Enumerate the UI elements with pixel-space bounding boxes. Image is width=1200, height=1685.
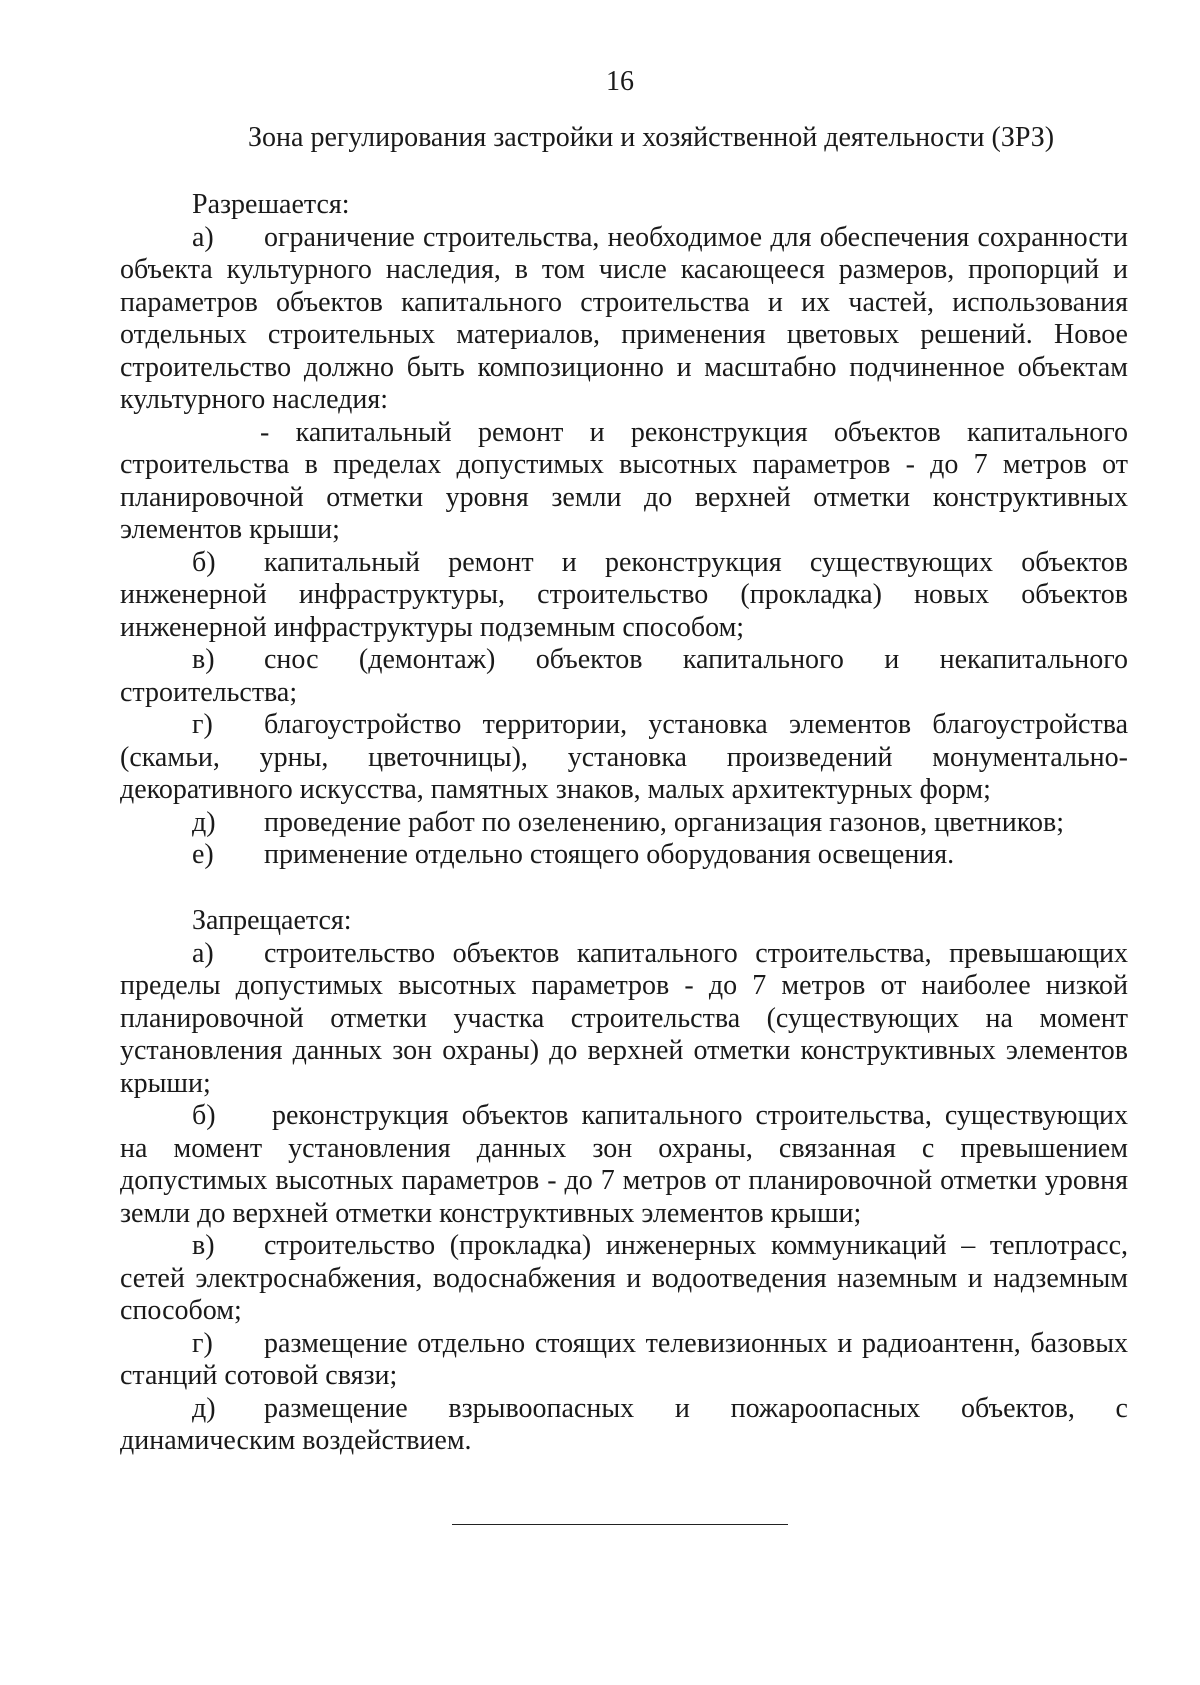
- item-text: благоустройство территории, установка элементов благоустройства (скамьи, урны, цветочницы), установка произведений монументально-декоративного искусства, памятных знаков, малых архитектурных форм;: [120, 709, 1128, 805]
- item-text: применение отдельно стоящего оборудования освещения.: [264, 839, 955, 870]
- allowed-subitem-dash: [120, 417, 1128, 547]
- item-text: реконструкция объектов капитального строительства, существующих на момент установления данных зон охраны, связанная с превышением допустимых высотных параметров - до 7 метров от планировочной отметки уровня земли до верхней отметки конструктивных элементов крыши;: [120, 1100, 1128, 1229]
- item-marker: г): [192, 709, 213, 740]
- item-text: снос (демонтаж) объектов капитального и некапитального строительства;: [120, 644, 1128, 708]
- closing-divider: [452, 1524, 788, 1525]
- item-text: размещение взрывоопасных и пожароопасных объектов, с динамическим воздействием.: [120, 1392, 1128, 1456]
- item-marker: б): [192, 546, 216, 578]
- item-marker: а): [192, 221, 214, 253]
- item-marker: в): [192, 1230, 215, 1261]
- item-text: - капитальный ремонт и реконструкция объектов капитального строительства в пределах допустимых высотных параметров - до 7 метров от планировочной отметки уровня земли до верхней отметки конструктивных элементов крыши;: [120, 416, 1128, 545]
- forbidden-item-b: [120, 1100, 1128, 1230]
- item-marker: г): [192, 1327, 213, 1359]
- allowed-item-a: [120, 222, 1128, 417]
- forbidden-item-a: [120, 938, 1128, 1101]
- item-text: капитальный ремонт и реконструкция существующих объектов инженерной инфраструктуры, строительство (прокладка) новых объектов инженерной инфраструктуры подземным способом;: [120, 546, 1128, 643]
- forbidden-item-v: [120, 1230, 1128, 1328]
- item-marker: д): [192, 806, 216, 838]
- item-marker: е): [192, 839, 214, 870]
- page-number: 16: [606, 66, 634, 97]
- document-title: Зона регулирования застройки и хозяйственной деятельности (ЗРЗ): [248, 122, 1055, 153]
- forbidden-section: [120, 905, 1128, 1458]
- allowed-section: [120, 189, 1128, 872]
- allowed-heading: Разрешается:: [192, 189, 350, 220]
- allowed-item-v: [120, 644, 1128, 709]
- forbidden-item-d: [120, 1393, 1128, 1458]
- item-text: строительство (прокладка) инженерных коммуникаций – теплотрасс, сетей электроснабжения, водоснабжения и водоотведения наземным и надземным способом;: [120, 1230, 1128, 1326]
- forbidden-heading: Запрещается:: [192, 905, 352, 936]
- allowed-item-b: [120, 547, 1128, 645]
- item-text: проведение работ по озеленению, организация газонов, цветников;: [264, 806, 1064, 838]
- allowed-item-e: [120, 839, 1128, 872]
- forbidden-item-g: [120, 1328, 1128, 1393]
- item-text: размещение отдельно стоящих телевизионных и радиоантенн, базовых станций сотовой связи;: [120, 1327, 1128, 1391]
- allowed-item-g: [120, 709, 1128, 807]
- item-text: ограничение строительства, необходимое для обеспечения сохранности объекта культурного наследия, в том числе касающееся размеров, пропорций и параметров объектов капитального строительства и их частей, использования отдельных строительных материалов, применения цветовых решений. Новое строительство должно быть композиционно и масштабно подчиненное объектам культурного наследия:: [120, 221, 1128, 415]
- allowed-item-d: [120, 807, 1128, 840]
- item-marker: д): [192, 1392, 216, 1424]
- item-marker: а): [192, 937, 214, 969]
- item-marker: в): [192, 644, 215, 675]
- item-marker: б): [192, 1100, 216, 1131]
- item-text: строительство объектов капитального строительства, превышающих пределы допустимых высотных параметров - до 7 метров от наиболее низкой планировочной отметки участка строительства (существующих на момент установления данных зон охраны) до верхней отметки конструктивных элементов крыши;: [120, 937, 1128, 1099]
